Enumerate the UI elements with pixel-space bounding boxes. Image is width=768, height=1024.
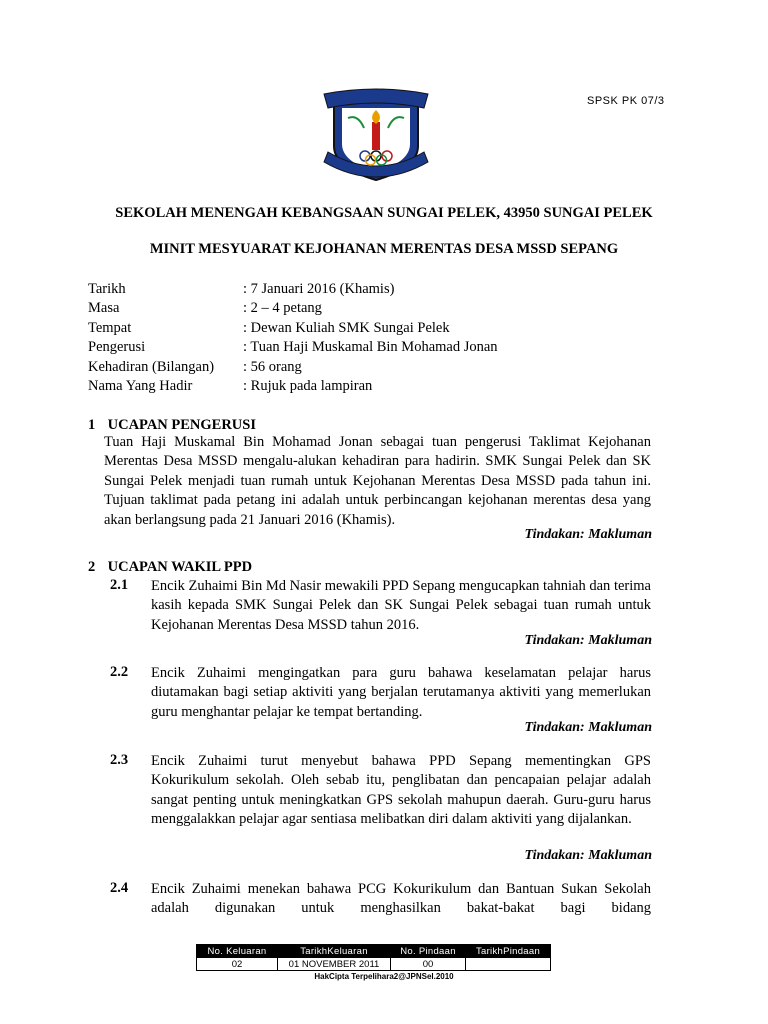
document-code: SPSK PK 07/3	[587, 95, 665, 107]
item-2-3-text: Encik Zuhaimi turut menyebut bahawa PPD Sepang mementingkan GPS Kokurikulum sekolah. Oleh sebab itu, penglibatan dan pencapaian pelajar adalah sangat penting untuk meningkatkan GPS sekolah mahupun daerah. Guru-guru harus menggalakkan pelajar agar sentiasa melibatkan diri dalam aktiviti yang dijalankan.	[151, 753, 651, 828]
item-2-1-action: Tindakan: Makluman	[524, 633, 652, 648]
item-2-2-number: 2.2	[110, 664, 129, 680]
footer-amend-no: 00	[391, 958, 466, 971]
meta-row-chair: Pengerusi : Tuan Haji Muskamal Bin Mohamad Jonan	[88, 339, 498, 356]
school-name: SEKOLAH MENENGAH KEBANGSAAN SUNGAI PELEK, 43950 SUNGAI PELEK	[115, 205, 653, 221]
meta-row-venue: Tempat : Dewan Kuliah SMK Sungai Pelek	[88, 319, 450, 336]
item-2-2-action: Tindakan: Makluman	[524, 720, 652, 735]
meeting-details	[88, 280, 498, 396]
footer-header-row	[197, 945, 551, 958]
school-crest-logo	[320, 88, 432, 184]
section-1-heading: 1 UCAPAN PENGERUSI	[88, 417, 256, 433]
footer-header-amend-date: TarikhPindaan	[466, 945, 551, 958]
document-control-table	[196, 944, 551, 971]
item-2-1-text: Encik Zuhaimi Bin Md Nasir mewakili PPD Sepang mengucapkan tahniah dan terima kasih kepada SMK Sungai Pelek dan SK Sungai Pelek sebagai tuan rumah untuk Kejohanan Merentas Desa MSSD tahun 2016.	[151, 578, 651, 633]
item-2-1-number: 2.1	[110, 577, 129, 593]
footer-value-row	[197, 958, 551, 971]
item-2-2-text: Encik Zuhaimi mengingatkan para guru bahawa keselamatan pelajar harus diutamakan bagi setiap aktiviti yang berjalan terutamanya aktiviti yang memerlukan guru menghantar pelajar ke tempat bertanding.	[151, 665, 651, 720]
item-2-3-number: 2.3	[110, 752, 129, 768]
footer-header-issue-date: TarikhKeluaran	[278, 945, 391, 958]
footer-amend-date	[466, 958, 551, 971]
meta-row-date: Tarikh : 7 Januari 2016 (Khamis)	[88, 281, 395, 297]
copyright-notice: HakCipta Terpelihara2@JPNSel.2010	[314, 972, 454, 981]
section-1-text: Tuan Haji Muskamal Bin Mohamad Jonan sebagai tuan pengerusi Taklimat Kejohanan Merentas Desa MSSD mengalu-alukan kehadiran para hadirin. SMK Sungai Pelek dan SK Sungai Pelek menjadi tuan rumah untuk Kejohanan Merentas Desa MSSD pada tahun ini. Tujuan taklimat pada petang ini adalah untuk perbincangan kejohanan merentas desa yang akan berlangsung pada 21 Januari 2016 (Khamis).	[104, 434, 651, 528]
document-title: MINIT MESYUARAT KEJOHANAN MERENTAS DESA MSSD SEPANG	[149, 241, 619, 257]
item-2-4-text: Encik Zuhaimi menekan bahawa PCG Kokurikulum dan Bantuan Sukan Sekolah adalah digunakan untuk menghasilkan bakat-bakat bagi bidang	[151, 881, 651, 917]
footer-issue-date: 01 NOVEMBER 2011	[278, 958, 391, 971]
meta-row-attendees: Nama Yang Hadir : Rujuk pada lampiran	[88, 378, 373, 395]
section-2-heading: 2 UCAPAN WAKIL PPD	[88, 559, 253, 575]
meta-row-time: Masa : 2 – 4 petang	[88, 300, 322, 317]
footer-header-issue-no: No. Keluaran	[197, 945, 278, 958]
footer-header-amend-no: No. Pindaan	[391, 945, 466, 958]
section-1-action: Tindakan: Makluman	[524, 527, 652, 542]
meta-row-attendance: Kehadiran (Bilangan) : 56 orang	[88, 358, 302, 375]
footer-issue-no: 02	[197, 958, 278, 971]
item-2-3-action: Tindakan: Makluman	[524, 848, 652, 863]
item-2-4-number: 2.4	[110, 880, 129, 896]
